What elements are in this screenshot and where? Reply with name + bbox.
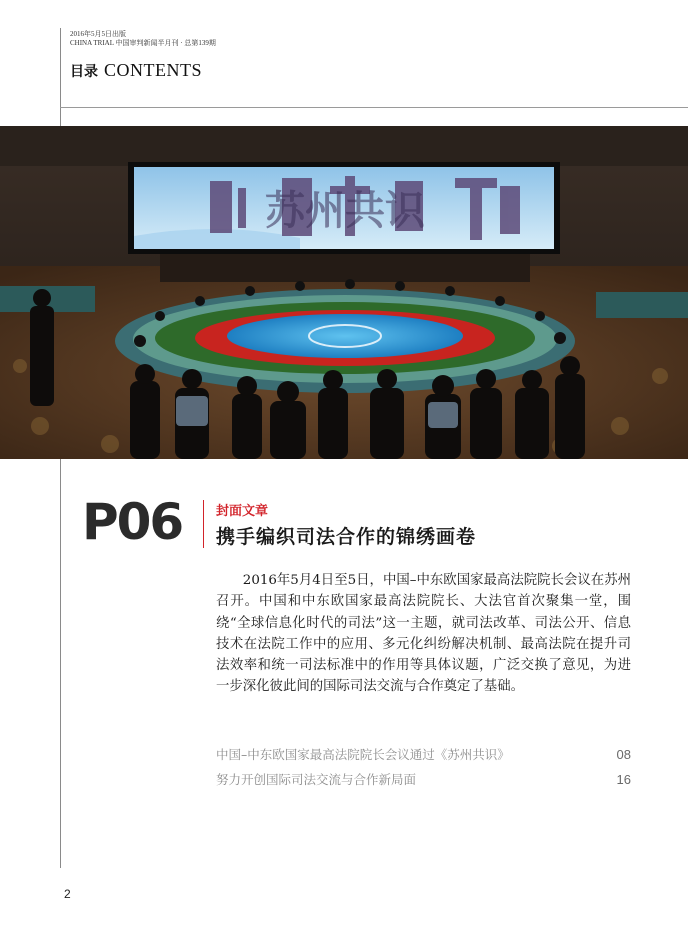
header-divider <box>60 107 688 108</box>
article-title: 努力开创国际司法交流与合作新局面 <box>216 772 417 787</box>
issue-date: 2016年5月5日出版 <box>70 30 126 38</box>
article-title: 中国–中东欧国家最高法院院长会议通过《苏州共识》 <box>216 747 510 762</box>
masthead <box>70 30 216 48</box>
issue-info: CHINA TRIAL 中国审判新闻半月刊 · 总第139期 <box>70 39 216 47</box>
list-item[interactable] <box>216 745 631 770</box>
article-page: 08 <box>616 747 631 762</box>
contents-heading <box>70 60 202 82</box>
screen-caption: 苏州共识 <box>265 188 425 234</box>
cover-photo <box>0 126 688 459</box>
list-item[interactable] <box>216 770 631 795</box>
feature-body: 2016年5月4日至5日，中国–中东欧国家最高法院院长会议在苏州召开。中国和中东欧国家最高法院院长、大法官首次聚集一堂，围绕“全球信息化时代的司法”这一主题，就司法改革、司法公开、信息技术在法院工作中的应用、多元化纠纷解决机制、最高法院在提升司法效率和统一司法标准中的作用等具体议题，广泛交换了意见，为进一步深化彼此间的国际司法交流与合作奠定了基础。 <box>216 573 631 695</box>
contents-title-en: CONTENTS <box>104 60 202 80</box>
article-page: 16 <box>616 772 631 787</box>
contents-title-zh: 目录 <box>70 64 98 80</box>
article-list <box>216 745 631 795</box>
feature-page-code: P06 <box>82 493 183 551</box>
feature-title: 携手编织司法合作的锦绣画卷 <box>216 526 477 548</box>
section-label: 封面文章 <box>216 504 269 519</box>
conference-hall-illustration <box>0 126 688 459</box>
feature-divider <box>203 500 204 548</box>
page-number: 2 <box>64 887 71 901</box>
